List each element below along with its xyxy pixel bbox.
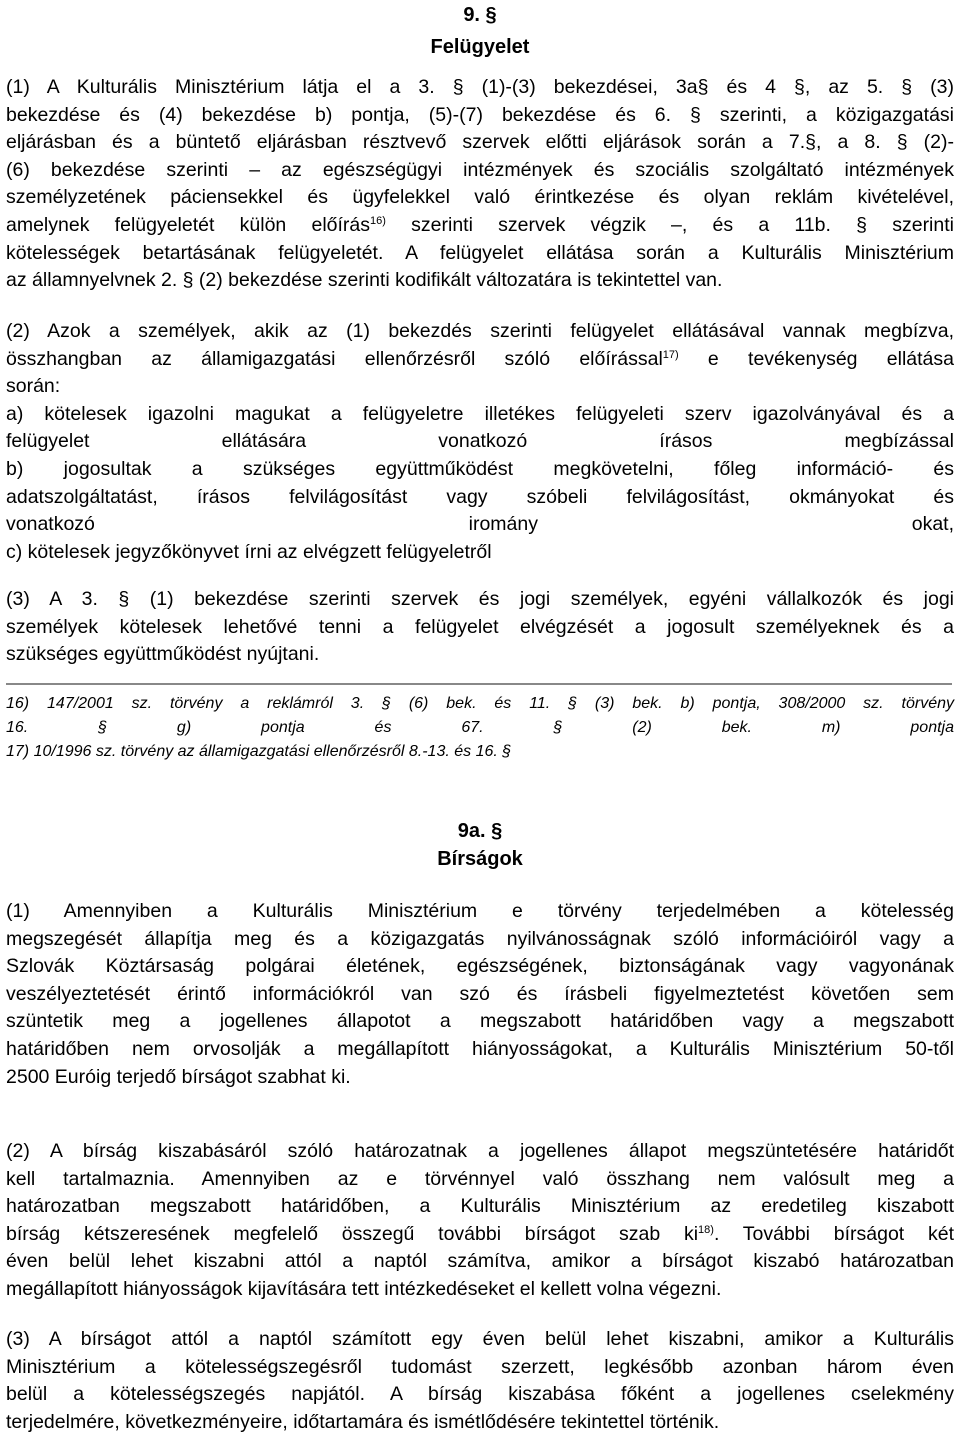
text-line: kell tartalmaznia. Amennyiben az e törvénnyel való összhang nem valósult meg a <box>6 1167 954 1190</box>
text-line: 17) 10/1996 sz. törvény az államigazgatási ellenőrzésről 8.-13. és 16. § <box>6 743 512 760</box>
section-9a-paragraph-1 <box>6 898 954 1091</box>
text-line: 16. § g) pontja és 67. § (2) bek. m) pontja <box>6 719 954 736</box>
text-line: belül a kötelességszegés napjától. A bírság kiszabása főként a jogellenes cselekmény <box>6 1383 954 1406</box>
text-line: (2) Azok a személyek, akik az (1) bekezdés szerinti felügyelet ellátásával vannak megbízva, <box>6 320 954 342</box>
section-9-title: Felügyelet <box>430 36 530 58</box>
text-line: éven belül lehet kiszabni attól a naptól számítva, amikor a bírságot kiszabó határozatban <box>6 1250 954 1273</box>
text-line: adatszolgáltatást, írásos felvilágosítást vagy szóbeli felvilágosítást, okmányokat és <box>6 485 954 508</box>
text-line: határozatban megszabott határidőben, a Kulturális Minisztérium az eredetileg kiszabott <box>6 1195 954 1218</box>
text-line: Minisztérium a kötelességszegésről tudomást szerzett, legkésőbb azonban három éven <box>6 1355 954 1378</box>
text-line: az államnyelvnek 2. § (2) bekezdése szerinti kodifikált változatára is tekintettel van. <box>6 269 723 292</box>
section-9-number: 9. § <box>463 4 497 26</box>
text-line: terjedelmére, következményeire, időtartamára és ismétlődésére tekintettel történik. <box>6 1410 720 1433</box>
text-line: személyek kötelesek lehetővé tenni a felügyelet elvégzését a jogosult személyeknek és a <box>6 615 954 638</box>
text-line: 2500 Euróig terjedő bírságot szabhat ki. <box>6 1065 351 1088</box>
text-line: a) kötelesek igazolni magukat a felügyeletre illetékes felügyeleti szerv igazolványával és a <box>6 402 954 425</box>
section-9a-header <box>6 816 954 874</box>
text-line: során: <box>6 375 61 398</box>
footnote-ref: 18) <box>698 1223 714 1236</box>
section-9a-paragraph-3 <box>6 1326 954 1436</box>
text-line: 16) 147/2001 sz. törvény a reklámról 3. § (6) bek. és 11. § (3) bek. b) pontja, 308/2000 sz. törvény <box>6 695 954 712</box>
footnote-ref: 17) <box>662 348 679 361</box>
section-9a-title: Bírságok <box>437 848 523 870</box>
section-9-paragraph-2 <box>6 318 954 566</box>
text-line: szükséges együttműködést nyújtani. <box>6 643 320 666</box>
text-line: (6) bekezdése szerinti – az egészségügyi intézmények és szociális szolgáltató intézmények <box>6 158 954 181</box>
section-9a-paragraph-2 <box>6 1138 954 1304</box>
text-line: eljárásban és a büntető eljárásban résztvevő szervek előtti eljárások során a 7.§, a 8. § (2)- <box>6 131 954 154</box>
text-line: felügyelet ellátására vonatkozó írásos megbízással <box>6 430 954 453</box>
text-line: amelynek felügyeletét külön előírás$^{16)}$ szerinti szervek végzik –, és a 11b. § szerinti <box>6 213 954 236</box>
text-line: (1) A Kulturális Minisztérium látja el a 3. § (1)-(3) bekezdései, 3a§ és 4 §, az 5. § (3) <box>6 76 954 98</box>
text-line: (3) A 3. § (1) bekezdése szerinti szervek és jogi személyek, egyéni vállalkozók és jogi <box>6 588 954 610</box>
section-9a-number: 9a. § <box>457 820 503 842</box>
text-line: határidőben nem orvosolják a megállapított hiányosságokat, a Kulturális Minisztérium 50-től <box>6 1037 954 1060</box>
text-line: (1) Amennyiben a Kulturális Minisztérium e törvény terjedelmében a kötelesség <box>6 900 954 922</box>
section-9-header <box>6 0 954 62</box>
footnote-ref: 16) <box>370 214 386 227</box>
text-line: bekezdése és (4) bekezdése b) pontja, (5)-(7) bekezdése és 6. § szerinti, a közigazgatási <box>6 103 954 126</box>
text-line: szüntetik meg a jogellenes állapotot a megszabott határidőben vagy a megszabott <box>6 1010 954 1033</box>
text-line: (3) A bírságot attól a naptól számított egy éven belül lehet kiszabni, amikor a Kulturális <box>6 1328 954 1350</box>
text-line: Szlovák Köztársaság polgárai életének, egészségének, biztonságának vagy vagyonának <box>6 955 954 978</box>
text-line: veszélyeztetését érintő információkról van szó és írásbeli figyelmeztetést követően sem <box>6 982 954 1005</box>
text-line: bírság kétszeresének megfelelő összegű további bírságot szab $ki^{18)}$. További bírságot két <box>6 1222 954 1245</box>
text-line: összhangban az államigazgatási ellenőrzésről szóló előírással$^{17)}$ e tevékenység ellátása <box>6 347 954 370</box>
text-line: személyzetének páciensekkel és ügyfelekkel való érintkezése és olyan reklám kivételével, <box>6 186 954 209</box>
text-line: c) kötelesek jegyzőkönyvet írni az elvégzett felügyeletről <box>6 540 492 563</box>
footnotes <box>6 692 954 764</box>
text-line: megállapított hiányosságok kijavítására tett intézkedéseket el kellett volna végezni. <box>6 1277 722 1300</box>
section-9-paragraph-1 <box>6 74 954 295</box>
text-line: (2) A bírság kiszabásáról szóló határozatnak a jogellenes állapot megszüntetésére határidőt <box>6 1140 954 1162</box>
text-line: b) jogosultak a szükséges együttműködést megkövetelni, főleg információ- és <box>6 457 954 480</box>
text-line: megszegését állapítja meg és a közigazgatás nyilvánosságnak szóló információiról vagy a <box>6 927 954 950</box>
text-line: kötelességek betartásának felügyeletét. A felügyelet ellátása során a Kulturális Minisztérium <box>6 241 954 264</box>
text-line: vonatkozó iromány okat, <box>6 513 954 536</box>
section-9-paragraph-3 <box>6 586 954 669</box>
footnote-separator <box>6 683 952 685</box>
